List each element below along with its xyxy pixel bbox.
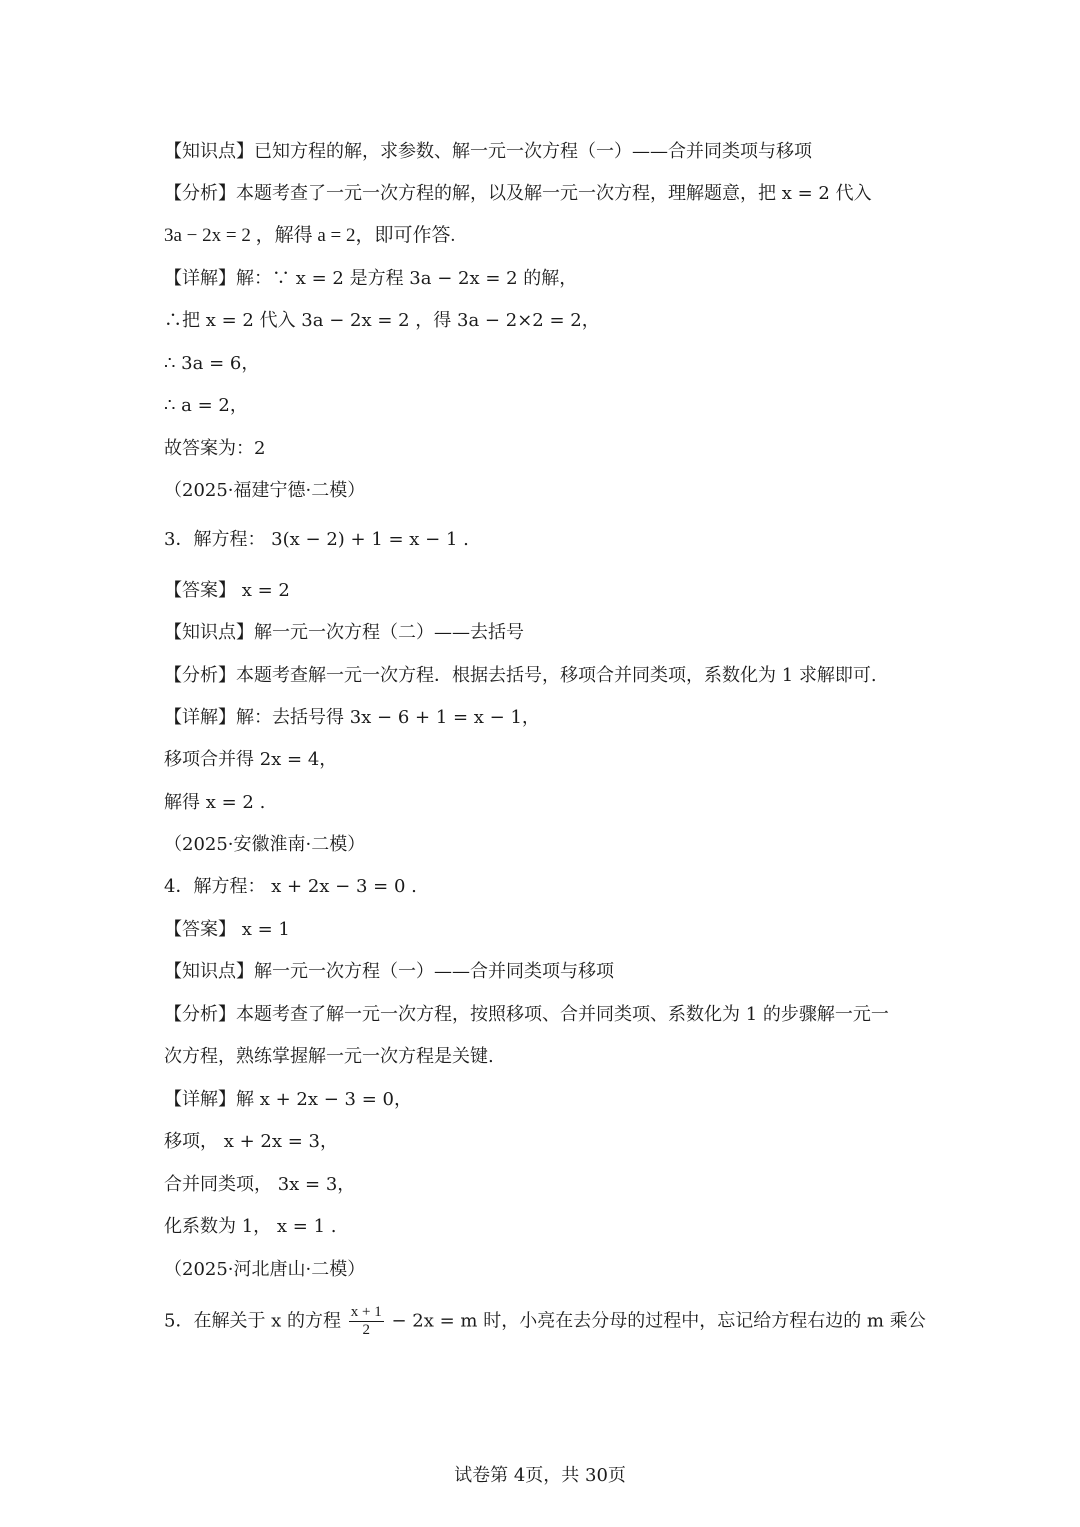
detail-step: 合并同类项， 3x = 3， <box>164 1174 356 1195</box>
question-4: 4．解方程： x + 2x − 3 = 0 . <box>164 876 417 897</box>
detail-line: 【详解】解：∵ x = 2 是方程 3a − 2x = 2 的解， <box>164 268 578 289</box>
knowledge-point-line: 【知识点】解一元一次方程（二）——去括号 <box>164 622 524 643</box>
detail-step: 解得 x = 2 . <box>164 792 266 813</box>
knowledge-point-line: 【知识点】已知方程的解，求参数、解一元一次方程（一）——合并同类项与移项 <box>164 141 812 162</box>
question-3: 3．解方程： 3(x − 2) + 1 = x − 1 . <box>164 529 469 550</box>
detail-step: 移项合并得 2x = 4， <box>164 749 338 770</box>
detail-step: ∴ 3a = 6， <box>164 353 260 374</box>
analysis-line-cont: 次方程，熟练掌握解一元一次方程是关键. <box>164 1046 494 1067</box>
source-tag: （2025·安徽淮南·二模） <box>164 834 366 855</box>
answer-line: 故答案为：2 <box>164 438 266 459</box>
detail-step: 移项， x + 2x = 3， <box>164 1131 338 1152</box>
fraction-denominator: 2 <box>362 1322 371 1338</box>
analysis-line: 【分析】本题考查解一元一次方程．根据去括号，移项合并同类项，系数化为 1 求解即可. <box>164 665 877 686</box>
detail-line: 【详解】解 x + 2x − 3 = 0， <box>164 1089 412 1110</box>
question-5-text-before: 5．在解关于 x 的方程 <box>164 1310 342 1332</box>
analysis-line: 【分析】本题考查了一元一次方程的解，以及解一元一次方程，理解题意，把 x = 2 代入 <box>164 183 872 204</box>
question-5-text-after: − 2x = m 时，小亮在去分母的过程中，忘记给方程右边的 m 乘公 <box>391 1310 926 1332</box>
analysis-line-cont: 3a − 2x = 2 ，解得 a = 2，即可作答. <box>164 225 456 246</box>
question-5 <box>164 1304 930 1339</box>
detail-step: ∴把 x = 2 代入 3a − 2x = 2 ，得 3a − 2×2 = 2， <box>164 310 600 331</box>
page-footer: 试卷第 4页，共 30页 <box>454 1465 626 1486</box>
source-tag: （2025·河北唐山·二模） <box>164 1259 366 1280</box>
source-tag: （2025·福建宁德·二模） <box>164 480 366 501</box>
answer-line: 【答案】 x = 2 <box>164 580 290 601</box>
detail-step: ∴ a = 2， <box>164 395 248 416</box>
answer-line: 【答案】 x = 1 <box>164 919 290 940</box>
analysis-line: 【分析】本题考查了解一元一次方程，按照移项、合并同类项、系数化为 1 的步骤解一元一 <box>164 1004 889 1025</box>
detail-line: 【详解】解：去括号得 3x − 6 + 1 = x − 1， <box>164 707 540 728</box>
fraction-numerator: x + 1 <box>350 1304 382 1320</box>
detail-step: 化系数为 1， x = 1 . <box>164 1216 337 1237</box>
knowledge-point-line: 【知识点】解一元一次方程（一）——合并同类项与移项 <box>164 961 614 982</box>
fraction <box>349 1304 384 1339</box>
